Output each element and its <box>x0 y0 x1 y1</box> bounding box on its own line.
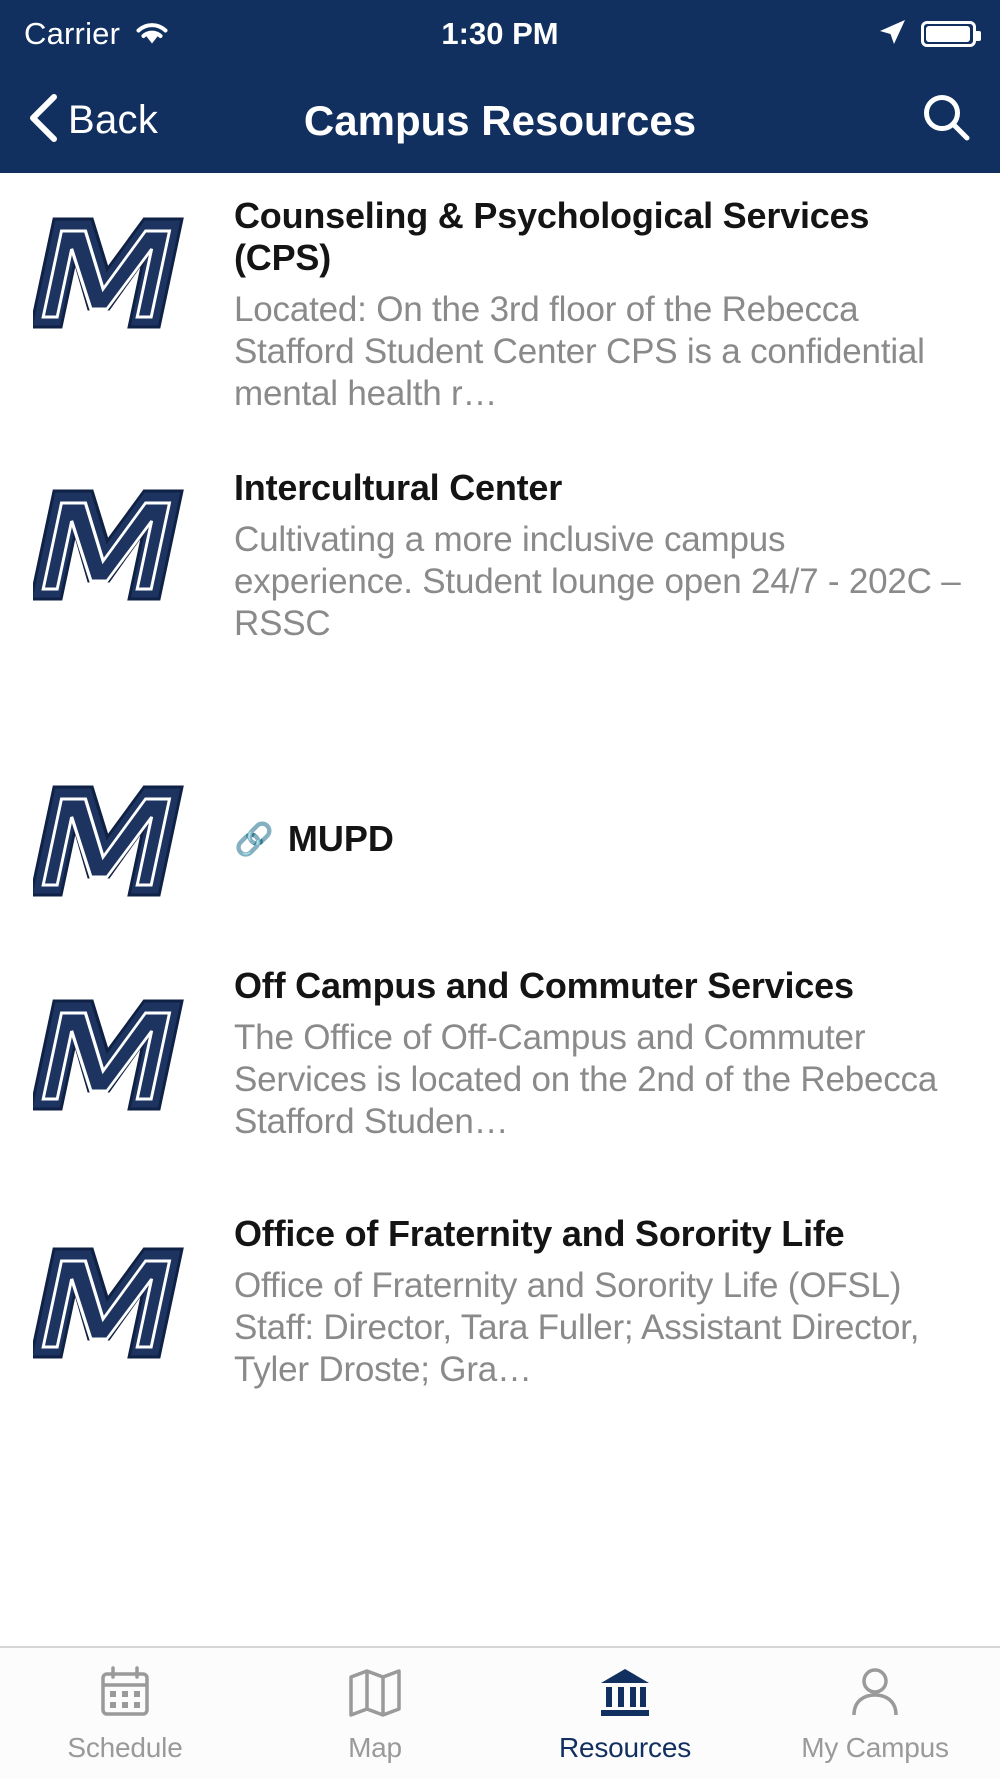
list-item-body <box>226 735 974 943</box>
list-item-description: The Office of Off-Campus and Commuter Services is located on the 2nd of the Rebecca Stafford Studen… <box>234 1017 938 1142</box>
list-item[interactable] <box>0 713 1000 943</box>
list-item-body <box>226 467 974 646</box>
tab-map-label: Map <box>348 1731 402 1763</box>
monmouth-m-logo <box>26 965 226 1119</box>
monmouth-m-logo <box>26 1213 226 1367</box>
calendar-icon <box>96 1663 154 1726</box>
list-item-description: Office of Fraternity and Sorority Life (OFSL) Staff: Director, Tara Fuller; Assistant Director, Tyler Droste; Gra… <box>234 1265 920 1390</box>
resources-list[interactable] <box>0 173 1000 1646</box>
carrier-label: Carrier <box>24 16 121 51</box>
tab-resources[interactable] <box>500 1663 750 1764</box>
list-item-title: Off Campus and Commuter Services <box>234 965 854 1006</box>
list-item-body <box>226 965 974 1144</box>
tab-map[interactable] <box>250 1663 500 1764</box>
battery-icon <box>921 21 976 47</box>
tab-schedule[interactable] <box>0 1663 250 1764</box>
status-bar <box>0 0 1000 68</box>
back-label: Back <box>68 98 159 142</box>
list-item-title: Intercultural Center <box>234 467 563 508</box>
link-chain-icon: 🔗 <box>234 821 274 857</box>
monmouth-m-logo <box>26 467 226 609</box>
location-arrow-icon <box>877 17 907 52</box>
status-left <box>24 16 170 52</box>
list-item-description: Located: On the 3rd floor of the Rebecca Stafford Student Center CPS is a confidential mental health r… <box>234 289 925 414</box>
monmouth-m-logo <box>26 735 226 943</box>
search-icon <box>918 90 974 151</box>
tab-resources-label: Resources <box>558 1731 692 1763</box>
list-item-body <box>226 1213 974 1392</box>
back-button[interactable] <box>26 92 158 149</box>
page-title: Campus Resources <box>303 96 697 144</box>
tab-schedule-label: Schedule <box>67 1731 183 1763</box>
monmouth-m-logo <box>26 195 226 337</box>
wifi-icon <box>134 19 170 50</box>
status-time: 1:30 PM <box>441 16 559 51</box>
list-item[interactable] <box>0 1191 1000 1441</box>
list-item-title: Counseling & Psychological Services (CPS) <box>234 195 870 278</box>
nav-bar <box>0 68 1000 173</box>
person-icon <box>846 1663 904 1726</box>
list-item-link-label: MUPD <box>287 818 394 859</box>
search-button[interactable] <box>918 90 974 151</box>
list-item[interactable] <box>0 173 1000 445</box>
chevron-left-icon <box>26 92 60 149</box>
tab-my-campus[interactable] <box>750 1663 1000 1764</box>
list-item-title: Office of Fraternity and Sorority Life <box>234 1213 845 1254</box>
map-icon <box>346 1663 404 1726</box>
tab-bar <box>0 1646 1000 1778</box>
list-item-body <box>226 195 974 416</box>
list-item-link[interactable] <box>234 818 394 860</box>
status-right <box>877 17 976 52</box>
list-item[interactable] <box>0 445 1000 713</box>
bank-columns-icon <box>596 1663 654 1726</box>
tab-my-campus-label: My Campus <box>801 1731 949 1763</box>
list-item-description: Cultivating a more inclusive campus experience. Student lounge open 24/7 - 202C – RSSC <box>234 519 961 644</box>
list-item[interactable] <box>0 943 1000 1191</box>
